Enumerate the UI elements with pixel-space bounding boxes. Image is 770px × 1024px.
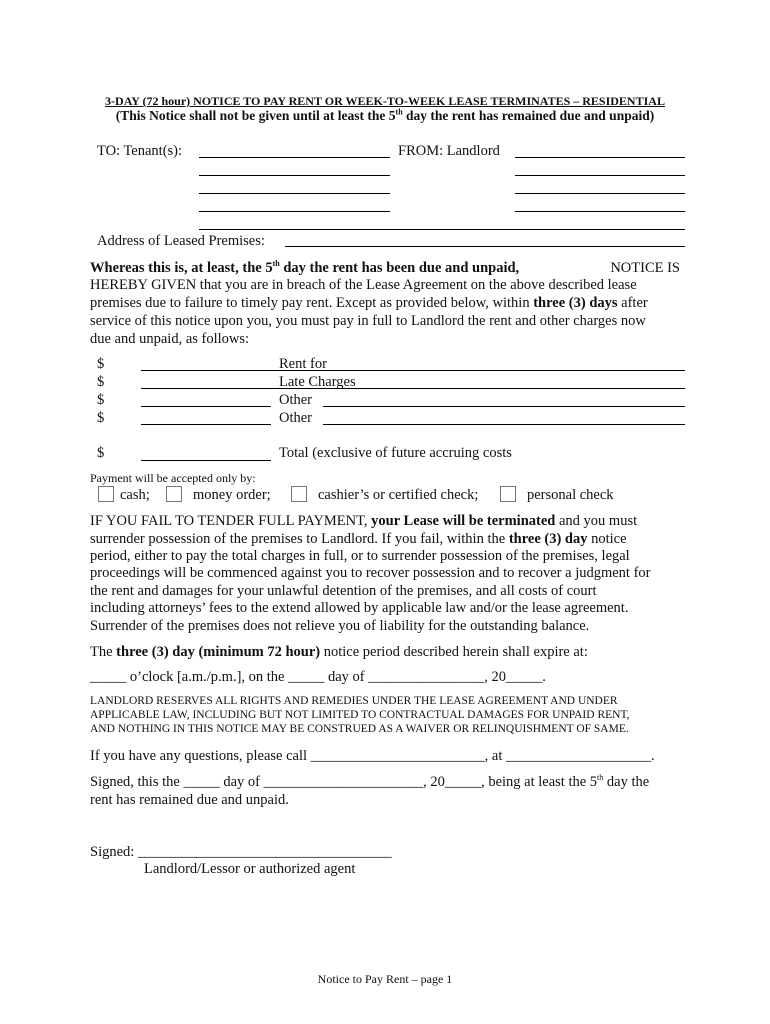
from-landlord-label: FROM: Landlord	[398, 143, 500, 159]
landlord-line-3[interactable]	[515, 193, 685, 194]
whereas-line-3: premises due to failure to timely pay rent. Except as provided below, within three (3) days after	[90, 295, 648, 311]
notice-title: 3-DAY (72 hour) NOTICE TO PAY RENT OR WEEK-TO-WEEK LEASE TERMINATES – RESIDENTIAL	[105, 94, 665, 108]
fail-line-2: surrender possession of the premises to Landlord. If you fail, within the three (3) day notice	[90, 531, 627, 547]
fail-line-4: proceedings will be commenced against you to recover possession and to recover a judgment for	[90, 565, 651, 581]
rent-for-label: Rent for	[279, 356, 327, 372]
reserves-line-3: AND NOTHING IN THIS NOTICE MAY BE CONSTRUED AS A WAIVER OR RELINQUISHMENT OF SAME.	[90, 723, 629, 735]
landlord-line-1[interactable]	[515, 157, 685, 158]
cashiers-check-checkbox[interactable]	[291, 486, 307, 502]
money-order-checkbox[interactable]	[166, 486, 182, 502]
other2-label: Other	[279, 410, 313, 426]
cash-label: cash;	[120, 487, 150, 503]
other1-amount-line[interactable]	[141, 406, 271, 407]
late-charges-label: Late Charges	[279, 374, 356, 390]
landlord-line-4[interactable]	[515, 211, 685, 212]
whereas-line-5: due and unpaid, as follows:	[90, 331, 250, 347]
address-line[interactable]	[285, 246, 685, 247]
personal-check-label: personal check	[527, 487, 614, 503]
fail-line-1: IF YOU FAIL TO TENDER FULL PAYMENT, your Lease will be terminated and you must	[90, 513, 638, 529]
reserves-line-2: APPLICABLE LAW, INCLUDING BUT NOT LIMITED TO CONTRACTUAL DAMAGES FOR UNPAID RENT,	[90, 709, 630, 721]
landlord-line-2[interactable]	[515, 175, 685, 176]
payment-heading: Payment will be accepted only by:	[90, 471, 256, 485]
total-label: Total (exclusive of future accruing costs	[279, 445, 512, 461]
other2-desc-line[interactable]	[323, 424, 685, 425]
signed-date-line-1[interactable]: Signed, this the _____ day of ______________________, 20_____, being at least the 5th day the	[90, 773, 650, 790]
expire-time-line[interactable]: _____ o’clock [a.m./p.m.], on the _____ day of ________________, 20_____.	[90, 669, 546, 685]
extra-party-line[interactable]	[199, 229, 685, 230]
total-currency: $	[97, 445, 105, 461]
other1-currency: $	[97, 392, 105, 408]
questions-line[interactable]: If you have any questions, please call ________________________, at ____________________.	[90, 748, 655, 764]
address-label: Address of Leased Premises:	[97, 233, 265, 249]
whereas-line-1: Whereas this is, at least, the 5th day the rent has been due and unpaid, NOTICE IS	[90, 259, 680, 276]
rent-line[interactable]	[141, 370, 685, 371]
tenant-line-2[interactable]	[199, 175, 390, 176]
fail-line-5: the rent and damages for your unlawful detention of the premises, and all costs of court	[90, 583, 597, 599]
cashiers-check-label: cashier’s or certified check;	[318, 487, 479, 503]
late-charges-line[interactable]	[141, 388, 685, 389]
signed-date-line-2: rent has remained due and unpaid.	[90, 792, 289, 808]
tenant-line-1[interactable]	[199, 157, 390, 158]
other1-desc-line[interactable]	[323, 406, 685, 407]
to-tenant-label: TO: Tenant(s):	[97, 143, 183, 159]
other1-label: Other	[279, 392, 313, 408]
money-order-label: money order;	[193, 487, 271, 503]
signature-caption: Landlord/Lessor or authorized agent	[144, 861, 356, 877]
fail-line-3: period, either to pay the total charges in full, or to surrender possession of the premises, legal	[90, 548, 630, 564]
tenant-line-3[interactable]	[199, 193, 390, 194]
expire-statement: The three (3) day (minimum 72 hour) notice period described herein shall expire at:	[90, 644, 588, 660]
whereas-line-2: HEREBY GIVEN that you are in breach of the Lease Agreement on the above described lease	[90, 277, 637, 293]
reserves-line-1: LANDLORD RESERVES ALL RIGHTS AND REMEDIES UNDER THE LEASE AGREEMENT AND UNDER	[90, 695, 618, 707]
notice-subtitle: (This Notice shall not be given until at least the 5th day the rent has remained due and unpaid)	[115, 107, 655, 123]
total-amount-line[interactable]	[141, 460, 271, 461]
fail-line-7: Surrender of the premises does not relieve you of liability for the outstanding balance.	[90, 618, 590, 634]
page-footer: Notice to Pay Rent – page 1	[317, 972, 453, 986]
cash-checkbox[interactable]	[98, 486, 114, 502]
rent-currency: $	[97, 356, 105, 372]
signature-line[interactable]: Signed: ___________________________________	[90, 844, 392, 860]
personal-check-checkbox[interactable]	[500, 486, 516, 502]
other2-currency: $	[97, 410, 105, 426]
whereas-line-4: service of this notice upon you, you must pay in full to Landlord the rent and other charges now	[90, 313, 646, 329]
fail-line-6: including attorneys’ fees to the extend allowed by applicable law and/or the lease agreement.	[90, 600, 629, 616]
other2-amount-line[interactable]	[141, 424, 271, 425]
late-currency: $	[97, 374, 105, 390]
tenant-line-4[interactable]	[199, 211, 390, 212]
